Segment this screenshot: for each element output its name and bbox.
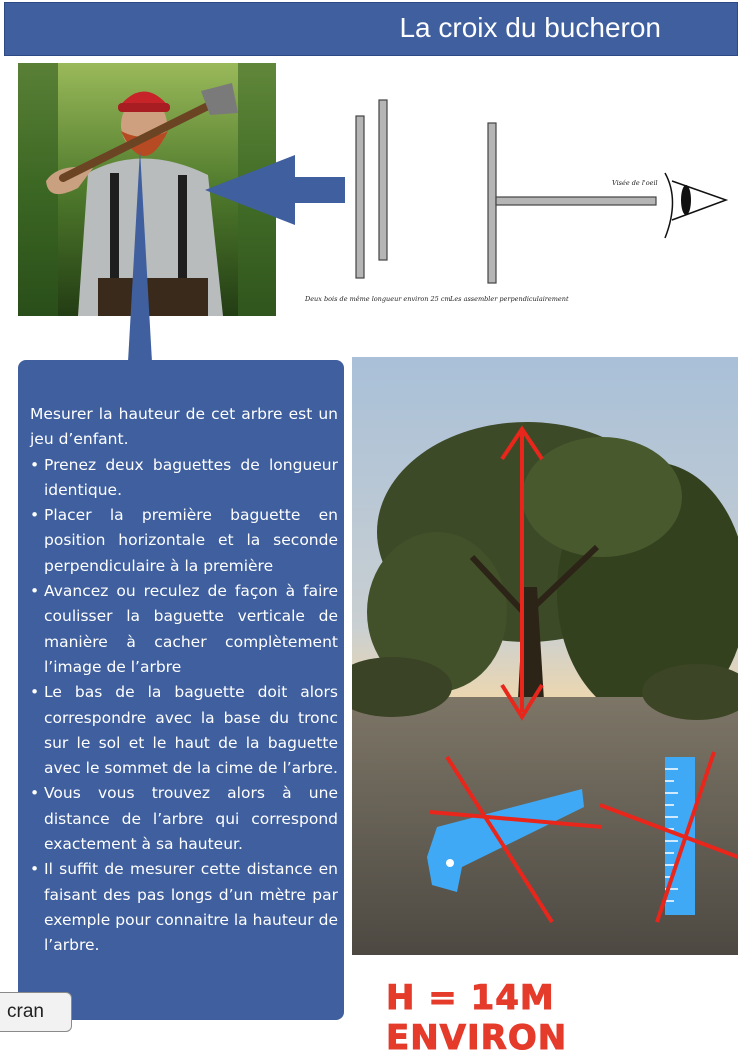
cross-vertical-stick-icon [488,123,496,283]
list-item: • Placer la première baguette en position horizontale et la seconde perpendiculaire à la première [30,503,338,579]
steps-list [30,453,338,959]
instructions-text [30,402,338,959]
title-banner [4,2,738,56]
page-title: La croix du bucheron [399,12,661,43]
stick-one-icon [356,116,364,278]
instructions-panel [18,360,344,1020]
list-item: • Le bas de la baguette doit alors correspondre avec la base du tronc sur le sol et le haut de la baguette avec le sommet de la cime de l’arbre. [30,680,338,781]
cross-horizontal-stick-icon [496,197,656,205]
stick-two-icon [379,100,387,260]
screen-tab-button[interactable]: cran [0,992,72,1032]
tree-photo [352,357,738,955]
list-item: • Il suffit de mesurer cette distance en faisant des pas longs d’un mètre par exemple pour connaitre la hauteur de l’arbre. [30,857,338,958]
caption-sticks: Deux bois de même longueur environ 25 cm [305,295,451,303]
list-item: • Avancez ou reculez de façon à faire coulisser la baguette verticale de manière à cacher complètement l’image de l’arbre [30,579,338,680]
intro-text: Mesurer la hauteur de cet arbre est un jeu d’enfant. [30,405,338,449]
caption-sight: Visée de l'oeil [612,179,658,187]
list-item: • Prenez deux baguettes de longueur identique. [30,453,338,504]
list-item: • Vous vous trouvez alors à une distance de l’arbre qui correspond exactement à sa hauteur. [30,781,338,857]
caption-assemble: Les assembler perpendiculairement [450,295,569,303]
pointer-connector-down [120,150,160,362]
instruction-diagram [300,88,740,320]
height-result: H = 14M ENVIRON [386,978,568,1058]
eye-icon [665,173,673,238]
